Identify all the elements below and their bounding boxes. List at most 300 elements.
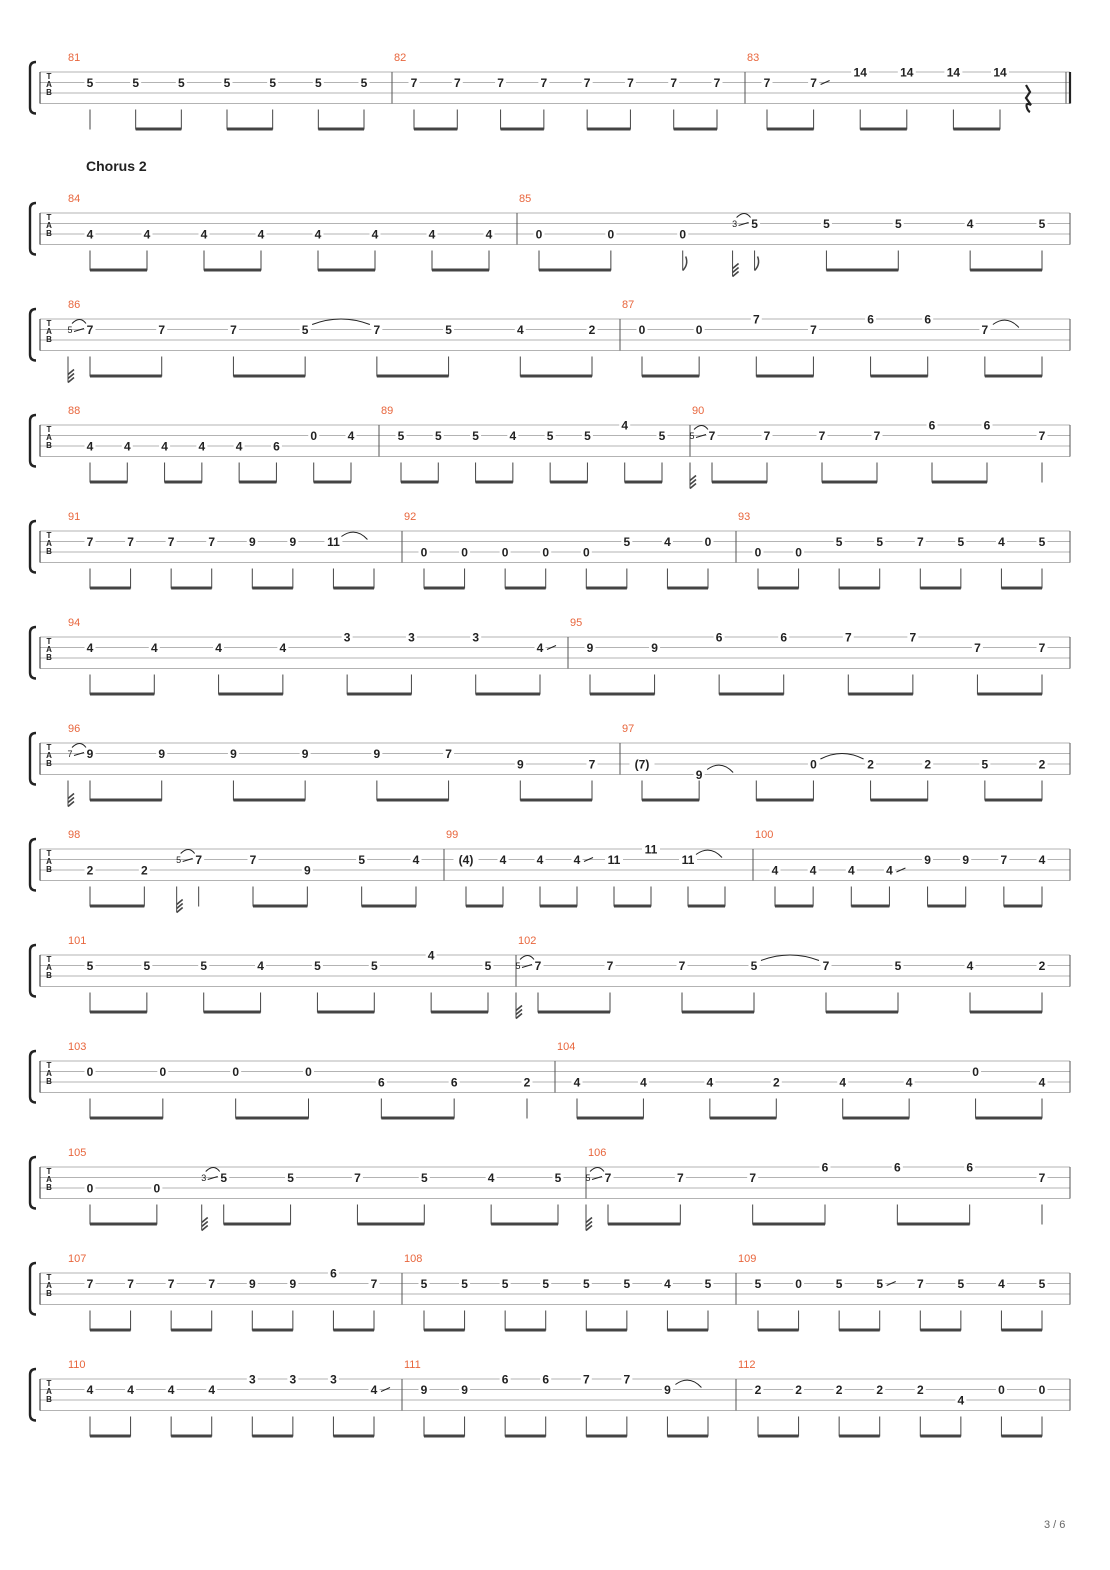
fret-number: 4 — [427, 948, 435, 963]
measure-number: 91 — [68, 511, 81, 523]
fret-number: 4 — [487, 1171, 495, 1185]
fret-number: 5 — [546, 429, 554, 443]
tab-note — [370, 228, 381, 271]
fret-number: 9 — [373, 747, 381, 761]
tab-note — [540, 1373, 551, 1437]
tab-clef-letter: A — [46, 857, 52, 866]
fret-number: 5 — [981, 757, 989, 772]
tab-note — [1037, 1277, 1048, 1331]
beam — [233, 799, 305, 802]
tab-note — [85, 76, 96, 130]
tab-note — [965, 217, 976, 271]
tab-note — [851, 66, 869, 130]
fret-number: 4 — [998, 1277, 1005, 1291]
fret-number: 0 — [153, 1181, 161, 1196]
tab-note — [884, 864, 906, 907]
tab-note — [703, 1277, 714, 1331]
tab-note — [630, 758, 655, 801]
tab-clef-letter: B — [46, 229, 52, 238]
fret-number: 5 — [554, 1171, 562, 1185]
tab-note — [657, 429, 668, 483]
fret-number: 3 — [330, 1372, 337, 1387]
fret-number: 7 — [249, 853, 257, 867]
fret-number: 0 — [795, 1277, 802, 1291]
tab-note — [228, 323, 239, 377]
fret-number: 4 — [86, 1383, 94, 1397]
beam — [253, 905, 307, 908]
fret-number: 4 — [86, 641, 94, 655]
fret-number: 4 — [509, 429, 517, 443]
fret-number: 0 — [998, 1383, 1005, 1397]
tab-note — [753, 546, 764, 589]
tab-note — [483, 959, 494, 1013]
measure-number: 92 — [404, 511, 417, 523]
fret-number: 5 — [360, 76, 368, 90]
fret-number: 3 — [289, 1372, 297, 1387]
fret-number: 0 — [310, 429, 318, 443]
tab-note — [955, 1277, 966, 1331]
system-bracket — [30, 1263, 36, 1315]
fret-number: 7 — [127, 1277, 134, 1291]
fret-number: 0 — [704, 535, 712, 549]
tab-note — [369, 959, 380, 1013]
fret-number: 11 — [607, 853, 621, 867]
beam — [839, 1329, 880, 1332]
tab-clef-letter: T — [46, 425, 52, 434]
tab-note — [139, 864, 150, 907]
tab-note — [443, 323, 454, 377]
tab-note — [419, 1171, 430, 1225]
tab-note — [303, 1065, 314, 1119]
fret-number: 5 — [894, 959, 902, 973]
tab-note — [267, 76, 278, 130]
tab-note — [821, 959, 832, 1013]
tab-note — [587, 323, 598, 377]
beam — [505, 1329, 546, 1332]
tab-clef-letter: B — [46, 1183, 52, 1192]
fret-number: 5 — [582, 1277, 590, 1291]
beam — [90, 799, 162, 802]
beam — [333, 587, 374, 590]
fret-number: 11 — [644, 842, 658, 857]
beam — [171, 1435, 212, 1438]
quarter-rest — [1026, 85, 1031, 112]
beam — [333, 1329, 374, 1332]
fret-number: 7 — [627, 76, 634, 90]
grace-slur — [181, 850, 195, 854]
fret-number: 4 — [314, 227, 322, 242]
beam — [550, 481, 587, 484]
fret-number: 3 — [248, 1372, 256, 1387]
fret-number: 5 — [223, 76, 231, 90]
fret-number: 5 — [1038, 217, 1046, 231]
tab-note — [572, 1076, 583, 1119]
beam — [1001, 1329, 1042, 1332]
fret-number: 6 — [928, 418, 936, 433]
tab-clef-letter: B — [46, 865, 52, 874]
fret-number: 7 — [916, 535, 924, 549]
tab-clef-letter: B — [46, 441, 52, 450]
tab-note — [433, 429, 444, 483]
measure-number: 97 — [622, 723, 635, 735]
tab-note — [778, 631, 789, 695]
beam — [839, 587, 880, 590]
beam — [90, 1435, 131, 1438]
tab-note — [540, 1277, 551, 1331]
tab-clef-letter: T — [46, 72, 52, 81]
tab-clef-letter: B — [46, 971, 52, 980]
beam — [839, 1435, 880, 1438]
beam — [377, 375, 449, 378]
beam — [239, 481, 276, 484]
beam — [476, 693, 540, 696]
fret-number: 2 — [867, 757, 874, 772]
tab-note — [198, 959, 209, 1013]
tab-note — [753, 1277, 764, 1331]
beam — [822, 481, 877, 484]
system-bracket — [30, 1369, 36, 1421]
beam — [347, 693, 411, 696]
fret-number: 7 — [167, 1277, 175, 1291]
tab-note — [255, 959, 266, 1013]
fret-number: 7 — [606, 959, 614, 973]
tab-note — [996, 1277, 1007, 1331]
beam — [538, 1011, 610, 1014]
fret-number: 7 — [195, 853, 203, 867]
beam — [362, 905, 416, 908]
tab-note — [287, 1277, 298, 1331]
fret-number: 6 — [924, 312, 932, 327]
beam — [985, 375, 1042, 378]
beam — [204, 269, 261, 272]
fret-number: 6 — [273, 439, 280, 454]
tab-note — [535, 853, 546, 907]
tab-note — [712, 76, 723, 130]
tab-note — [130, 76, 141, 130]
tab-note — [196, 440, 207, 483]
fret-number: 5 — [301, 323, 309, 337]
fret-number: 4 — [428, 227, 436, 242]
tab-note — [85, 1065, 96, 1119]
fret-number: 5 — [704, 1277, 712, 1291]
fret-number: 4 — [847, 863, 855, 878]
beam — [401, 481, 438, 484]
tab-note — [376, 1076, 387, 1119]
fret-number: 7 — [749, 1171, 757, 1185]
measure-number: 81 — [68, 52, 81, 64]
tab-note — [85, 440, 96, 483]
fret-number: 2 — [876, 1383, 884, 1397]
beam — [90, 1117, 163, 1120]
beam — [414, 128, 457, 131]
tab-note — [1037, 429, 1048, 483]
fret-number: 2 — [523, 1075, 531, 1090]
tab-note — [302, 864, 313, 907]
tab-note — [637, 323, 648, 377]
fret-number: 7 — [1000, 853, 1008, 867]
tab-note — [762, 429, 773, 483]
fret-number: 7 — [713, 76, 721, 90]
page-number: 3 / 6 — [1044, 1519, 1066, 1531]
beam — [540, 905, 577, 908]
tab-note — [1037, 758, 1048, 801]
fret-number: 6 — [377, 1075, 385, 1090]
measure-number: 109 — [738, 1253, 757, 1265]
tab-note — [534, 228, 545, 271]
tab-note — [199, 228, 210, 271]
tab-clef-letter: B — [46, 88, 52, 97]
tab-note — [714, 631, 725, 695]
tab-note — [970, 1065, 981, 1119]
tab-note — [837, 1076, 848, 1119]
tab-note — [922, 313, 933, 377]
fret-number: 7 — [1038, 429, 1046, 443]
fret-number: 7 — [974, 641, 981, 655]
tab-note — [85, 228, 96, 271]
fret-number: 5 — [957, 535, 965, 549]
grace-slur — [520, 956, 534, 960]
beam — [756, 799, 813, 802]
tab-note — [922, 853, 933, 907]
system-bracket — [30, 1157, 36, 1209]
tab-note — [426, 949, 437, 1013]
grace-fret: 5 — [515, 961, 521, 971]
tab-note — [1037, 1171, 1048, 1225]
beam — [236, 1117, 309, 1120]
tab-note — [486, 1171, 497, 1225]
fret-number: 4 — [412, 853, 420, 867]
grace-fret: 5 — [689, 431, 695, 441]
beam — [826, 269, 898, 272]
tab-note — [915, 535, 926, 589]
fret-number: 4 — [279, 641, 287, 655]
tab-note — [359, 76, 370, 130]
fret-number: 5 — [584, 429, 591, 443]
fret-number: 5 — [420, 1277, 428, 1291]
tab-note — [605, 853, 623, 907]
tab-clef-letter: A — [46, 1281, 52, 1290]
beam — [871, 375, 928, 378]
fret-number: 4 — [573, 853, 581, 867]
fret-number: 5 — [484, 959, 492, 973]
tab-clef-letter: A — [46, 80, 52, 89]
fret-number: 5 — [835, 1277, 843, 1291]
fret-number: 6 — [715, 630, 723, 645]
tab-note — [1037, 853, 1048, 907]
tab-note — [369, 1277, 380, 1331]
measure-number: 86 — [68, 299, 81, 311]
fret-number: 5 — [314, 959, 321, 973]
fret-number: 0 — [695, 323, 703, 337]
tab-note — [605, 228, 616, 271]
measure-number: 95 — [570, 617, 583, 629]
beam — [851, 905, 889, 908]
fret-number: 5 — [1038, 535, 1046, 549]
fret-number: 2 — [924, 757, 932, 772]
beam — [90, 905, 144, 908]
tab-clef-letter: T — [46, 1167, 52, 1176]
fret-number: 5 — [287, 1171, 294, 1185]
beam — [843, 1117, 909, 1120]
tab-note — [313, 76, 324, 130]
fret-number: 2 — [86, 863, 94, 878]
beam — [586, 1435, 627, 1438]
fret-number: 7 — [86, 323, 94, 337]
fret-number: 4 — [499, 853, 507, 867]
grace-fret: 5 — [176, 855, 182, 865]
fret-number: 5 — [658, 429, 666, 443]
measure-number: 101 — [68, 935, 87, 947]
fret-number: 4 — [215, 641, 222, 655]
fret-number: 5 — [754, 1277, 762, 1291]
beam — [136, 128, 182, 131]
tab-note — [328, 1373, 339, 1437]
tab-note — [619, 419, 630, 483]
tab-note — [346, 429, 357, 483]
fret-number: 5 — [461, 1277, 468, 1291]
tab-note — [411, 853, 422, 907]
tab-system — [30, 405, 1070, 489]
measure-number: 112 — [738, 1359, 756, 1371]
fret-number: 7 — [167, 535, 175, 549]
fret-number: 4 — [235, 439, 243, 454]
beam — [233, 375, 305, 378]
beam — [252, 1435, 293, 1438]
tab-note — [996, 535, 1007, 589]
fret-number: 7 — [158, 323, 166, 337]
tab-system — [30, 1359, 1070, 1438]
fret-number: 5 — [86, 76, 94, 90]
beam — [432, 269, 489, 272]
system-bracket — [30, 521, 36, 573]
tab-note — [156, 747, 167, 801]
fret-number: 5 — [143, 959, 151, 973]
tab-clef-letter: T — [46, 743, 52, 752]
tab-note — [808, 76, 830, 130]
tab-note — [677, 959, 688, 1013]
tie — [761, 955, 819, 961]
tab-note — [872, 429, 883, 483]
fret-number: 7 — [752, 312, 760, 327]
tab-note — [964, 1161, 975, 1225]
fret-number: 2 — [795, 1383, 802, 1397]
grace-slur — [590, 1168, 604, 1172]
fret-number: 0 — [607, 227, 615, 242]
beam — [318, 269, 375, 272]
tab-note — [324, 532, 367, 588]
tab-note — [998, 853, 1009, 907]
measure-number: 98 — [68, 829, 81, 841]
fret-number: 5 — [200, 959, 208, 973]
tab-clef-letter: A — [46, 1069, 52, 1078]
tab-note — [1037, 641, 1048, 695]
tab-note — [500, 546, 511, 589]
fret-number: 4 — [371, 227, 379, 242]
fret-number: 5 — [623, 1277, 631, 1291]
tab-note — [287, 535, 298, 589]
tab-note — [396, 429, 407, 483]
fret-number: 4 — [485, 227, 493, 242]
beam — [871, 799, 928, 802]
fret-number: 5 — [420, 1171, 428, 1185]
tab-note — [1037, 1383, 1048, 1437]
fret-number: 5 — [314, 76, 322, 90]
fret-number: 4 — [86, 439, 94, 454]
tie-out — [696, 850, 722, 857]
grace-slur — [694, 426, 708, 430]
measure-number: 94 — [68, 617, 81, 629]
fret-number: 9 — [420, 1383, 428, 1397]
beam — [710, 1117, 776, 1120]
beam — [90, 1011, 147, 1014]
tab-note — [151, 1182, 162, 1225]
tab-note — [159, 440, 170, 483]
beam — [505, 1435, 546, 1438]
tab-note — [156, 323, 167, 377]
fret-number: 4 — [966, 217, 974, 231]
fret-number: 5 — [750, 959, 758, 973]
beam — [520, 375, 592, 378]
tab-note — [704, 1076, 715, 1119]
fret-number: 7 — [763, 76, 771, 90]
tab-note — [149, 641, 160, 695]
tab-note — [808, 754, 864, 801]
tab-note — [834, 1383, 845, 1437]
beam — [539, 269, 611, 272]
fret-number: 7 — [810, 323, 817, 337]
measure-number: 105 — [68, 1147, 87, 1159]
beam — [90, 693, 154, 696]
tab-clef-letter: A — [46, 433, 52, 442]
tab-note — [522, 1076, 533, 1119]
fret-number: 0 — [305, 1065, 312, 1079]
tab-note — [507, 429, 518, 483]
fret-number: 4 — [150, 641, 158, 655]
beam — [90, 481, 127, 484]
tab-note — [500, 1373, 511, 1437]
tab-note — [960, 853, 971, 907]
tab-note — [271, 440, 282, 483]
tab-note — [915, 1383, 926, 1437]
tab-system — [30, 1147, 1070, 1231]
tie-out — [675, 1380, 701, 1387]
tab-note — [125, 535, 136, 589]
fret-number: 5 — [358, 853, 366, 867]
fret-number: 7 — [534, 959, 542, 973]
note-flag — [683, 257, 687, 271]
tab-note — [996, 1383, 1007, 1437]
beam — [674, 128, 717, 131]
beam — [318, 128, 364, 131]
tab-clef-letter: B — [46, 1077, 52, 1086]
tie-out — [993, 320, 1019, 327]
fret-number: 7 — [604, 1171, 612, 1185]
fret-number: 0 — [972, 1065, 979, 1079]
beam — [377, 799, 449, 802]
beam — [314, 481, 351, 484]
fret-number: 4 — [370, 1383, 378, 1397]
fret-number: 7 — [909, 630, 917, 645]
fret-number: 0 — [810, 757, 817, 772]
tab-note — [535, 641, 557, 695]
fret-number: 0 — [159, 1065, 167, 1079]
tab-note — [662, 1380, 702, 1436]
fret-number: 9 — [651, 641, 658, 655]
system-bracket — [30, 415, 36, 467]
tab-note — [454, 853, 479, 907]
tab-note — [228, 747, 239, 801]
tab-note — [621, 535, 632, 589]
